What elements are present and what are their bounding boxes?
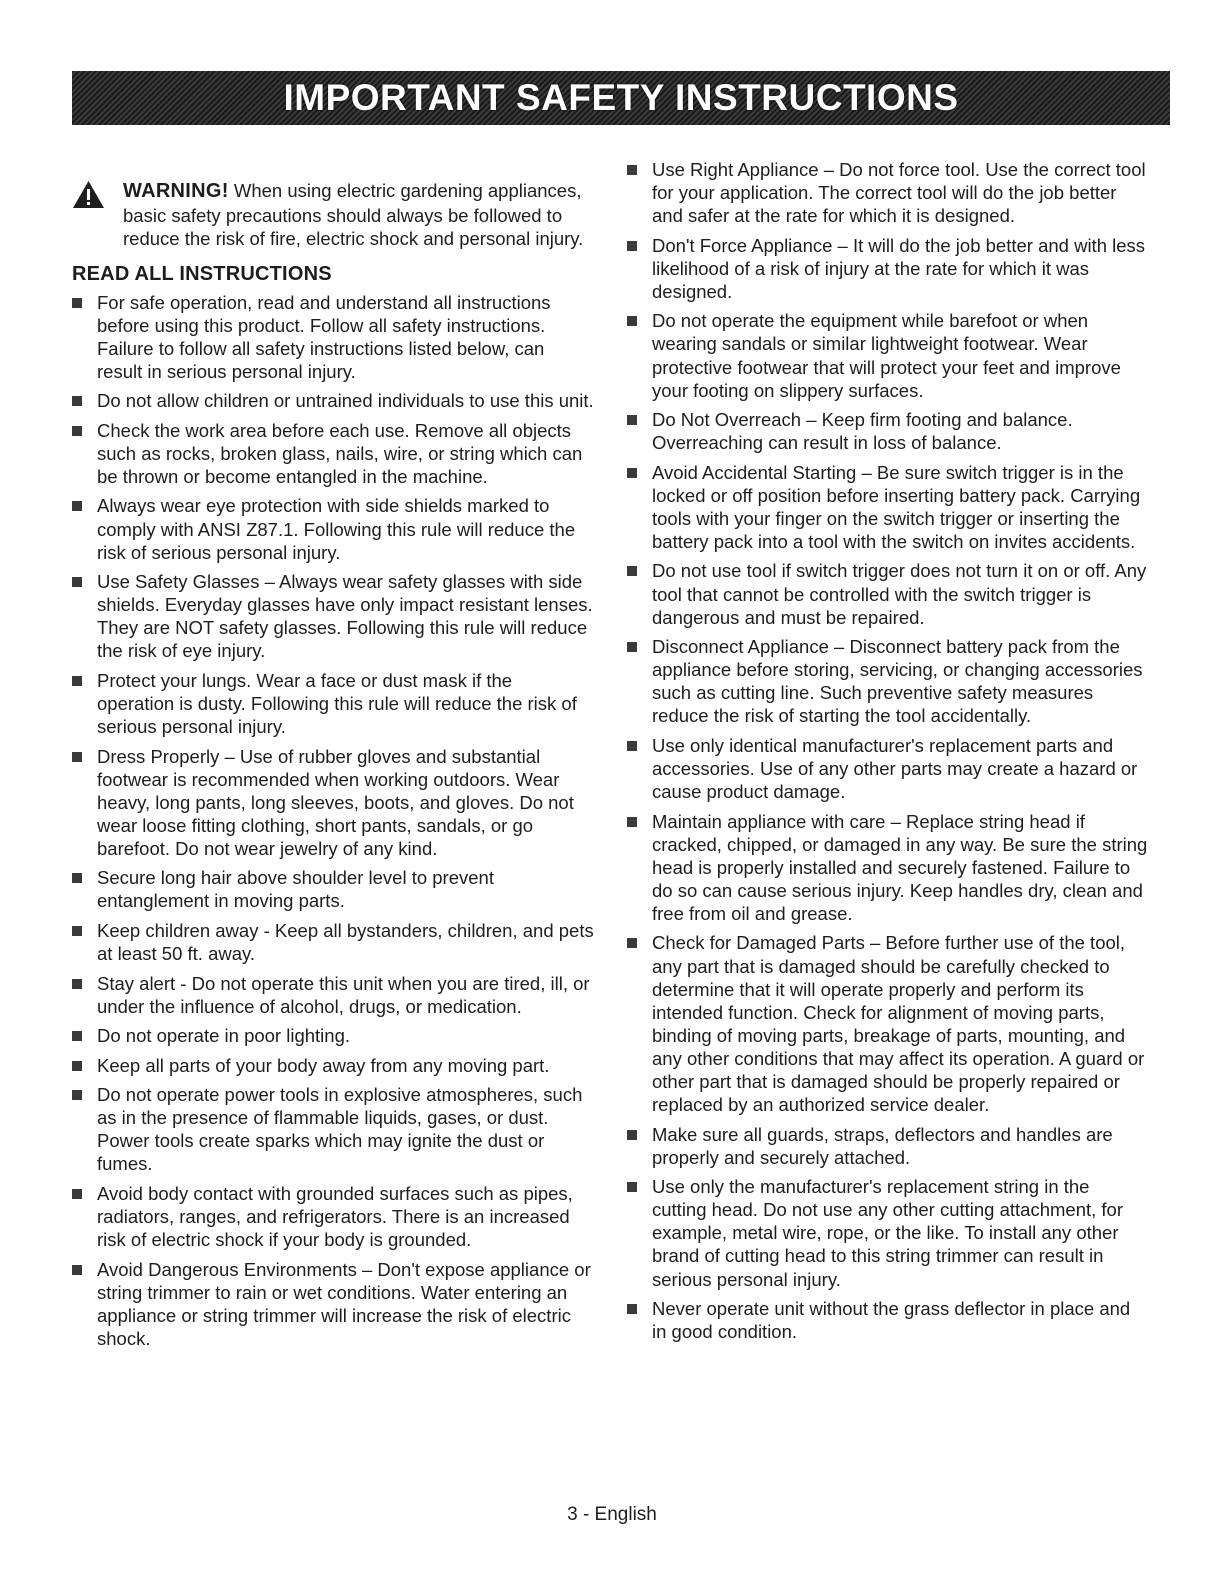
square-bullet-icon — [627, 1304, 637, 1314]
list-item — [72, 1182, 594, 1251]
left-column — [72, 158, 594, 1356]
list-item-text: Avoid Dangerous Environments – Don't expose appliance or string trimmer to rain or wet conditions. Water entering an appliance or string trimmer will increase the risk of electric shock. — [97, 1258, 591, 1349]
list-item — [72, 419, 594, 488]
title-banner — [72, 71, 1170, 125]
left-instruction-list — [72, 291, 594, 1350]
list-item-text: Never operate unit without the grass deflector in place and in good condition. — [652, 1298, 1131, 1343]
list-item — [72, 570, 594, 662]
list-item-text: Do Not Overreach – Keep firm footing and balance. Overreaching can result in loss of balance. — [652, 409, 1073, 454]
square-bullet-icon — [627, 165, 637, 175]
square-bullet-icon — [627, 415, 637, 425]
list-item-text: Make sure all guards, straps, deflectors and handles are properly and securely attached. — [652, 1123, 1113, 1168]
square-bullet-icon — [72, 1061, 82, 1071]
list-item — [72, 669, 594, 738]
list-item — [72, 494, 594, 563]
square-bullet-icon — [72, 396, 82, 406]
right-instruction-list — [627, 158, 1149, 1343]
list-item — [72, 291, 594, 383]
list-item-text: Maintain appliance with care – Replace string head if cracked, chipped, or damaged in any way. Be sure the string head is properly installed and securely fastened. Failure to do so can cause serious injury. Keep handles dry, clean and free from oil and grease. — [652, 810, 1148, 924]
list-item — [627, 158, 1149, 227]
section-heading: READ ALL INSTRUCTIONS — [72, 262, 332, 285]
list-item — [627, 931, 1149, 1116]
list-item — [627, 559, 1149, 628]
list-item — [72, 1024, 594, 1047]
square-bullet-icon — [72, 926, 82, 936]
list-item-text: Stay alert - Do not operate this unit when you are tired, ill, or under the influence of alcohol, drugs, or medication. — [97, 972, 590, 1017]
square-bullet-icon — [72, 501, 82, 511]
list-item-text: Avoid Accidental Starting – Be sure switch trigger is in the locked or off position before inserting battery pack. Carrying tools with your finger on the switch trigger or inserting the battery pack into a tool with the switch on invites accidents. — [652, 461, 1141, 552]
right-column — [627, 158, 1149, 1350]
list-item-text: Do not operate in poor lighting. — [97, 1025, 351, 1047]
list-item-text: Disconnect Appliance – Disconnect battery pack from the appliance before storing, servicing, or changing accessories such as cutting line. Such preventive safety measures reduce the risk of starting the tool accidentally. — [652, 636, 1143, 727]
square-bullet-icon — [627, 241, 637, 251]
list-item — [627, 1297, 1149, 1343]
list-item-text: Use only identical manufacturer's replacement parts and accessories. Use of any other parts may create a hazard or cause product damage. — [652, 734, 1138, 803]
list-item-text: Don't Force Appliance – It will do the job better and with less likelihood of a risk of injury at the rate for which it was designed. — [652, 234, 1146, 302]
page-footer: 3 - English — [567, 1504, 657, 1525]
page-title: IMPORTANT SAFETY INSTRUCTIONS — [283, 77, 959, 118]
list-item-text: Always wear eye protection with side shields marked to comply with ANSI Z87.1. Following this rule will reduce the risk of serious personal injury. — [97, 495, 576, 563]
warning-label: WARNING! — [123, 180, 229, 202]
list-item — [72, 972, 594, 1018]
square-bullet-icon — [72, 298, 82, 308]
square-bullet-icon — [627, 468, 637, 478]
list-item — [72, 1083, 594, 1175]
list-item — [627, 234, 1149, 303]
list-item — [72, 1258, 594, 1350]
square-bullet-icon — [627, 817, 637, 827]
list-item-text: Check the work area before each use. Remove all objects such as rocks, broken glass, nails, wire, or string which can be thrown or become entangled in the machine. — [97, 419, 583, 487]
square-bullet-icon — [72, 1031, 82, 1041]
list-item — [72, 389, 594, 412]
list-item-text: Secure long hair above shoulder level to prevent entanglement in moving parts. — [97, 867, 494, 912]
list-item-text: Use Safety Glasses – Always wear safety glasses with side shields. Everyday glasses have only impact resistant lenses. They are NOT safety glasses. Following this rule will reduce the risk of eye injury. — [97, 571, 593, 662]
square-bullet-icon — [627, 1130, 637, 1140]
list-item-text: Do not operate the equipment while barefoot or when wearing sandals or similar lightweight footwear. Wear protective footwear that will protect your feet and improve your footing on slippery surfaces. — [652, 310, 1121, 401]
square-bullet-icon — [72, 1265, 82, 1275]
square-bullet-icon — [72, 1090, 82, 1100]
list-item — [627, 1175, 1149, 1290]
list-item-text: Use Right Appliance – Do not force tool. Use the correct tool for your application. The correct tool will do the job better and safer at the rate for which it is designed. — [652, 159, 1146, 227]
list-item — [72, 866, 594, 912]
list-item-text: Avoid body contact with grounded surfaces such as pipes, radiators, ranges, and refrigerators. There is an increased risk of electric shock if your body is grounded. — [97, 1182, 573, 1251]
list-item-text: Keep children away - Keep all bystanders, children, and pets at least 50 ft. away. — [97, 919, 594, 965]
square-bullet-icon — [72, 873, 82, 883]
warning-text: When using electric gardening appliances, basic safety precautions should always be followed to reduce the risk of fire, electric shock and personal injury. — [123, 180, 584, 249]
square-bullet-icon — [72, 1189, 82, 1199]
list-item — [627, 461, 1149, 553]
list-item-text: Use only the manufacturer's replacement string in the cutting head. Do not use any other cutting attachment, for example, metal wire, rope, or the like. To install any other brand of cutting head to this string trimmer can result in serious personal injury. — [652, 1176, 1124, 1290]
square-bullet-icon — [627, 1182, 637, 1192]
square-bullet-icon — [72, 426, 82, 436]
list-item — [627, 309, 1149, 401]
square-bullet-icon — [72, 577, 82, 587]
list-item-text: Protect your lungs. Wear a face or dust mask if the operation is dusty. Following this rule will reduce the risk of serious personal injury. — [97, 669, 577, 738]
list-item — [627, 635, 1149, 727]
list-item — [72, 745, 594, 860]
list-item — [627, 734, 1149, 803]
list-item — [627, 408, 1149, 454]
list-item-text: Keep all parts of your body away from any moving part. — [97, 1054, 550, 1076]
list-item-text: Do not use tool if switch trigger does not turn it on or off. Any tool that cannot be controlled with the switch trigger is dangerous and must be repaired. — [652, 560, 1147, 628]
square-bullet-icon — [72, 979, 82, 989]
square-bullet-icon — [627, 938, 637, 948]
square-bullet-icon — [72, 676, 82, 686]
list-item — [72, 1054, 594, 1077]
warning-triangle-icon — [72, 180, 105, 209]
warning-block — [72, 179, 594, 251]
list-item-text: Do not operate power tools in explosive atmospheres, such as in the presence of flammable liquids, gases, or dust. Power tools create sparks which may ignite the dust or fumes. — [97, 1084, 583, 1175]
list-item-text: Dress Properly – Use of rubber gloves and substantial footwear is recommended when working outdoors. Wear heavy, long pants, long sleeves, boots, and gloves. Do not wear loose fitting clothing, short pants, sandals, or go barefoot. Do not wear jewelry of any kind. — [97, 745, 574, 859]
list-item-text: Do not allow children or untrained individuals to use this unit. — [97, 390, 594, 412]
list-item — [627, 1123, 1149, 1169]
list-item-text: Check for Damaged Parts – Before further use of the tool, any part that is damaged should be carefully checked to determine that it will operate properly and perform its intended function. Check for alignment of moving parts, binding of moving parts, breakage of parts, mounting, and any other conditions that may affect its operation. A guard or other part that is damaged should be properly repaired or replaced by an authorized service dealer. — [652, 932, 1145, 1116]
square-bullet-icon — [627, 316, 637, 326]
square-bullet-icon — [627, 566, 637, 576]
square-bullet-icon — [627, 741, 637, 751]
list-item — [72, 919, 594, 965]
list-item-text: For safe operation, read and understand all instructions before using this product. Follow all safety instructions. Failure to follow all safety instructions listed below, can result in serious personal injury. — [97, 291, 551, 382]
list-item — [627, 810, 1149, 925]
square-bullet-icon — [627, 642, 637, 652]
square-bullet-icon — [72, 752, 82, 762]
